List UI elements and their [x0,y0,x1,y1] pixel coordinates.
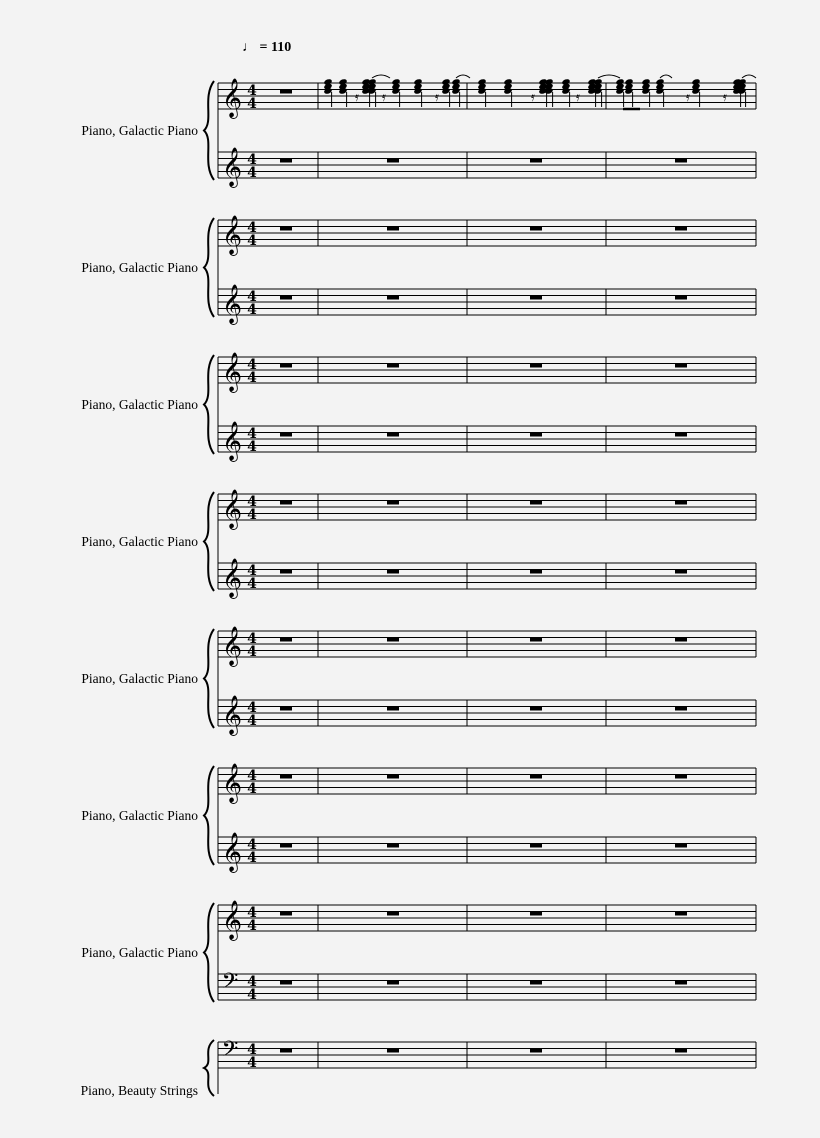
instrument-label: Piano, Galactic Piano [81,259,198,275]
instrument-label: Piano, Galactic Piano [81,944,198,960]
whole-rest [280,90,292,94]
time-signature-bottom: 4 [247,233,257,249]
whole-rest [675,638,687,642]
time-signature-top: 4 [247,974,257,990]
whole-rest [387,159,399,163]
time-signature-bottom: 4 [247,918,257,934]
tie [742,75,756,78]
whole-rest [387,296,399,300]
whole-rest [387,775,399,779]
system-brace [204,766,214,865]
instrument-label: Piano, Galactic Piano [81,396,198,412]
time-signature-top: 4 [247,563,257,579]
whole-rest [280,364,292,368]
sixteenth-rest-icon: 𝄿 [576,90,580,105]
time-signature-bottom: 4 [247,165,257,181]
whole-rest [280,912,292,916]
time-signature-bottom: 4 [247,644,257,660]
whole-rest [675,707,687,711]
whole-rest [530,638,542,642]
time-signature-bottom: 4 [247,439,257,455]
treble-clef-icon: 𝄞 [221,558,243,598]
treble-clef-icon: 𝄞 [221,284,243,324]
whole-rest [280,433,292,437]
whole-rest [387,364,399,368]
whole-rest [675,844,687,848]
whole-rest [387,433,399,437]
whole-rest [675,1049,687,1053]
time-signature-bottom: 4 [247,713,257,729]
tie [660,75,672,78]
tie [372,75,390,78]
whole-rest [280,1049,292,1053]
whole-rest [280,844,292,848]
time-signature-top: 4 [247,1042,257,1058]
instrument-label: Piano, Galactic Piano [81,670,198,686]
treble-clef-icon: 𝄞 [221,695,243,735]
treble-clef-icon: 𝄞 [221,78,243,118]
sixteenth-rest-icon: 𝄿 [382,90,386,105]
whole-rest [387,707,399,711]
instrument-label: Piano, Galactic Piano [81,533,198,549]
instrument-label: Piano, Galactic Piano [81,807,198,823]
whole-rest [530,912,542,916]
time-signature-top: 4 [247,631,257,647]
whole-rest [675,159,687,163]
whole-rest [675,501,687,505]
whole-rest [387,227,399,231]
bass-clef-icon: 𝄢 [221,969,239,999]
time-signature-bottom: 4 [247,576,257,592]
time-signature-bottom: 4 [247,1055,257,1071]
treble-clef-icon: 𝄞 [221,900,243,940]
whole-rest [675,775,687,779]
time-signature-top: 4 [247,837,257,853]
time-signature-bottom: 4 [247,850,257,866]
whole-rest [530,775,542,779]
whole-rest [387,570,399,574]
system-brace [204,629,214,728]
time-signature-bottom: 4 [247,302,257,318]
sixteenth-rest-icon: 𝄿 [723,90,727,105]
whole-rest [387,981,399,985]
whole-rest [530,1049,542,1053]
whole-rest [675,981,687,985]
whole-rest [530,981,542,985]
sixteenth-rest-icon: 𝄿 [355,90,359,105]
whole-rest [530,433,542,437]
whole-rest [530,707,542,711]
sixteenth-rest-icon: 𝄿 [686,90,690,105]
tempo-marking: ♩ = 110 [242,40,292,55]
system-brace [204,355,214,454]
treble-clef-icon: 𝄞 [221,626,243,666]
treble-clef-icon: 𝄞 [221,352,243,392]
tie [598,75,620,78]
treble-clef-icon: 𝄞 [221,215,243,255]
time-signature-bottom: 4 [247,96,257,112]
time-signature-bottom: 4 [247,781,257,797]
instrument-label: Piano, Galactic Piano [81,122,198,138]
treble-clef-icon: 𝄞 [221,832,243,872]
time-signature-bottom: 4 [247,987,257,1003]
whole-rest [387,501,399,505]
whole-rest [387,638,399,642]
time-signature-top: 4 [247,152,257,168]
bass-clef-icon: 𝄢 [221,1037,239,1067]
whole-rest [530,364,542,368]
whole-rest [530,159,542,163]
time-signature-top: 4 [247,83,257,99]
whole-rest [675,296,687,300]
whole-rest [280,638,292,642]
whole-rest [280,570,292,574]
whole-rest [280,775,292,779]
whole-rest [280,981,292,985]
time-signature-top: 4 [247,426,257,442]
whole-rest [280,296,292,300]
whole-rest [530,844,542,848]
whole-rest [280,707,292,711]
time-signature-top: 4 [247,768,257,784]
whole-rest [675,912,687,916]
treble-clef-icon: 𝄞 [221,489,243,529]
sixteenth-rest-icon: 𝄿 [531,90,535,105]
system-brace [204,903,214,1002]
whole-rest [387,1049,399,1053]
whole-rest [280,501,292,505]
whole-rest [387,912,399,916]
whole-rest [280,227,292,231]
time-signature-top: 4 [247,700,257,716]
time-signature-top: 4 [247,357,257,373]
time-signature-bottom: 4 [247,507,257,523]
whole-rest [530,227,542,231]
treble-clef-icon: 𝄞 [221,147,243,187]
time-signature-top: 4 [247,220,257,236]
time-signature-top: 4 [247,289,257,305]
whole-rest [675,364,687,368]
instrument-label: Piano, Beauty Strings [80,1083,198,1098]
whole-rest [530,296,542,300]
whole-rest [280,159,292,163]
system-brace [204,492,214,591]
whole-rest [675,433,687,437]
system-brace [204,218,214,317]
whole-rest [530,570,542,574]
treble-clef-icon: 𝄞 [221,421,243,461]
system-brace [204,1040,214,1096]
treble-clef-icon: 𝄞 [221,763,243,803]
time-signature-top: 4 [247,494,257,510]
whole-rest [387,844,399,848]
time-signature-top: 4 [247,905,257,921]
whole-rest [530,501,542,505]
time-signature-bottom: 4 [247,370,257,386]
sixteenth-rest-icon: 𝄿 [435,90,439,105]
tie [456,75,470,78]
whole-rest [675,570,687,574]
system-brace [204,81,214,180]
whole-rest [675,227,687,231]
